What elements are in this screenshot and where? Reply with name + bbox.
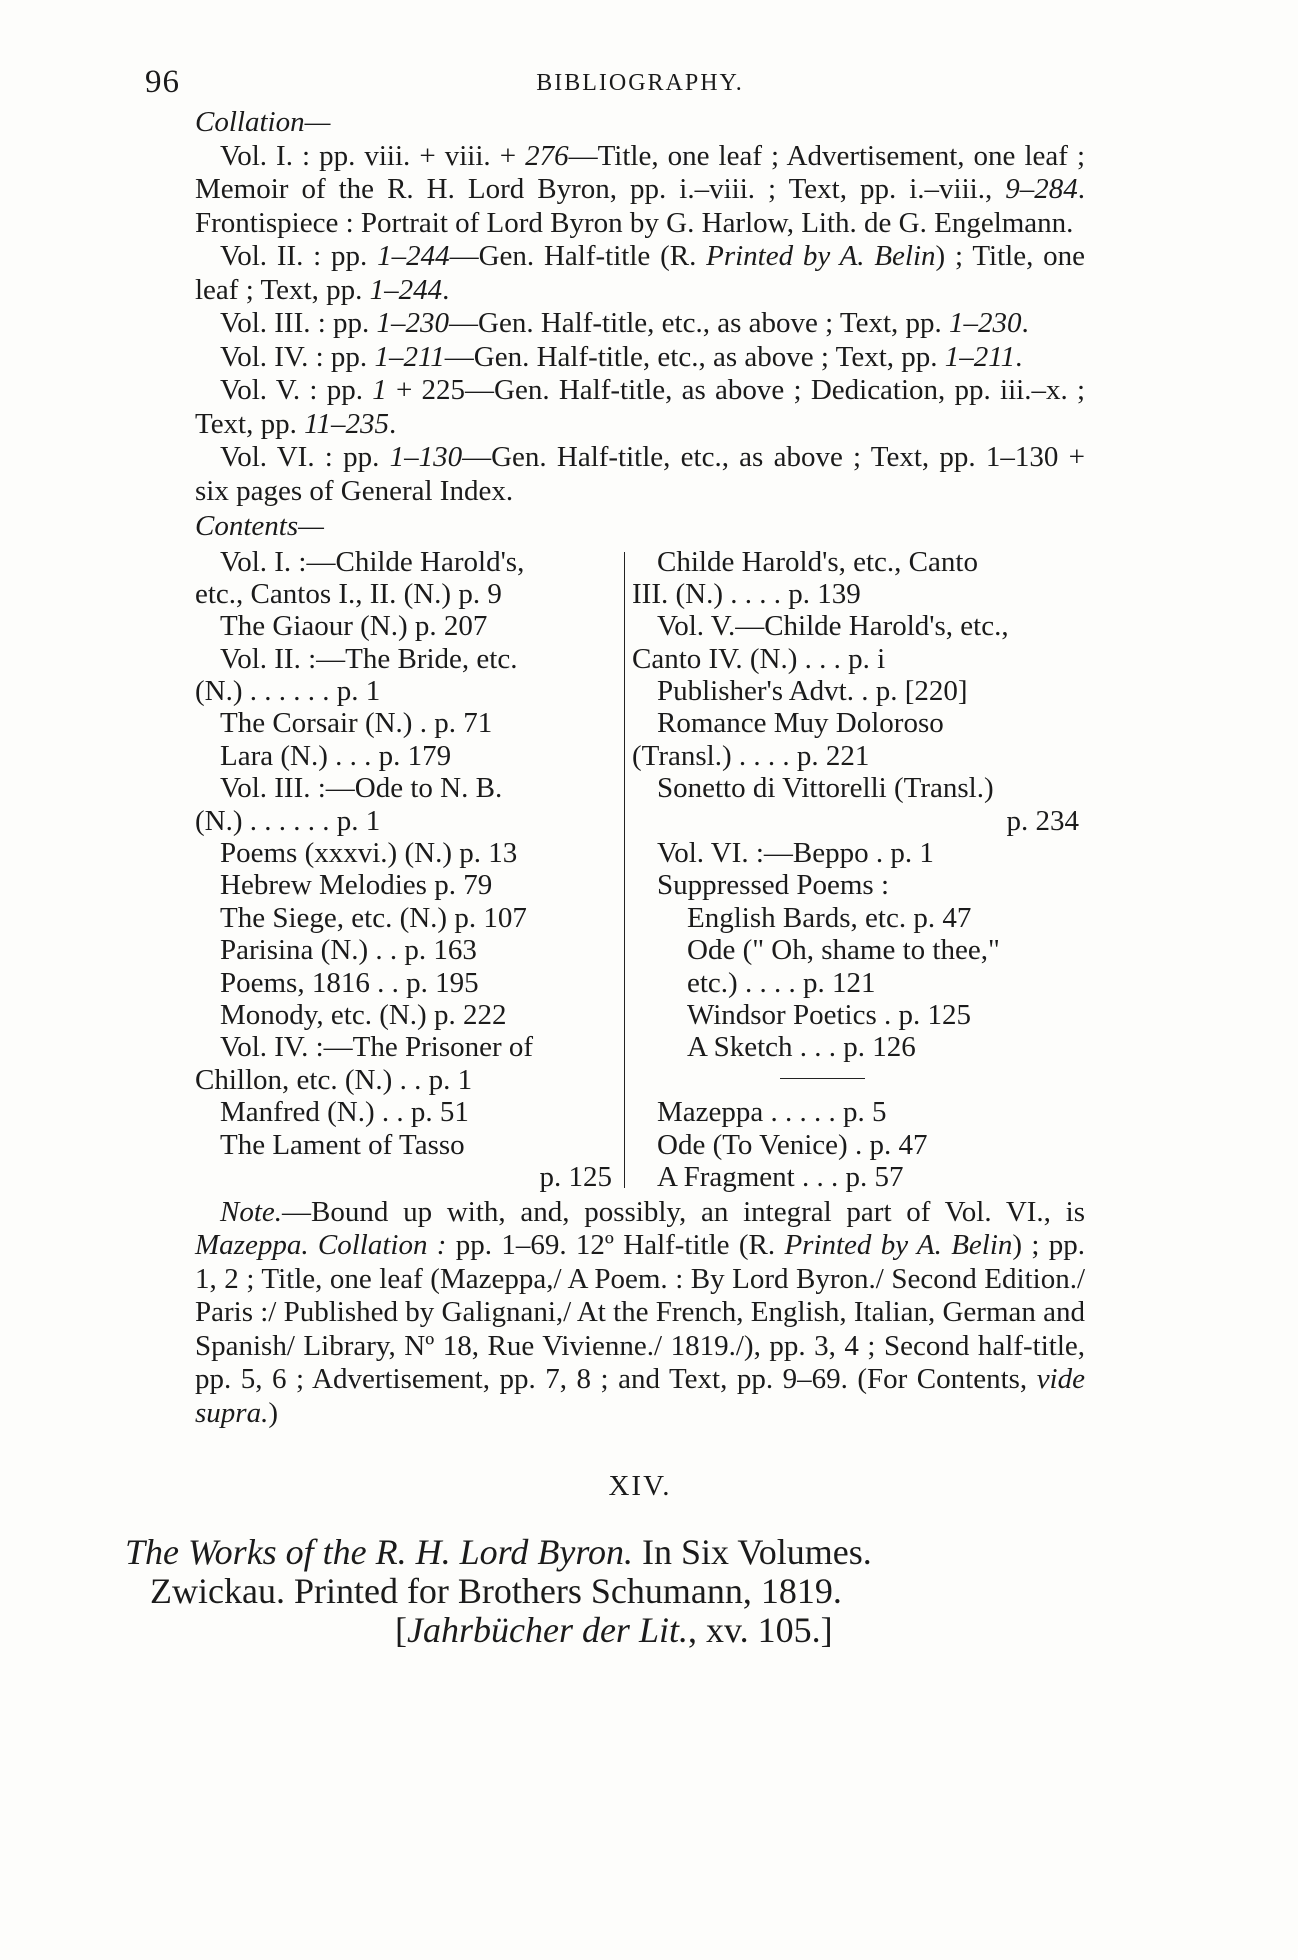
contents-entry: Publisher's Advt. . p. [220] [657, 675, 968, 708]
contents-entry: English Bards, etc. p. 47 [687, 901, 972, 934]
book-page [125, 60, 1086, 1650]
contents-entry: Mazeppa . . . . . p. 5 [657, 1096, 887, 1129]
contents-entry: Vol. II. :—The Bride, etc. [220, 642, 518, 675]
contents-entry: Vol. I. :—Childe Harold's, [220, 545, 525, 578]
collation-list [195, 140, 1085, 509]
contents-entry: Vol. VI. :—Beppo . p. 1 [657, 837, 934, 870]
contents-entry: etc., Cantos I., II. (N.) p. 9 [195, 577, 502, 610]
section-number: XIV. [608, 1470, 672, 1502]
entry-title: The Works of the R. H. Lord Byron. [125, 1532, 633, 1572]
contents-entry: Manfred (N.) . . p. 51 [220, 1096, 469, 1129]
contents-entry: Suppressed Poems : [657, 869, 889, 902]
contents-label: Contents— [195, 510, 324, 542]
contents-entry: The Lament of Tasso [220, 1128, 465, 1161]
contents-left-column [195, 546, 620, 1194]
contents-entry: Parisina (N.) . . p. 163 [220, 934, 477, 967]
contents-entry: A Fragment . . . p. 57 [657, 1160, 904, 1193]
note-paragraph: Note.—Bound up with, and, possibly, an integral part of Vol. VI., is Mazeppa. Collation : pp. 1–69. 12º Half-title (R. Printed by A. Belin) ; pp. 1, 2 ; Title, one leaf (Mazeppa,/ A Poem. : By Lord Byron./ Second Edition./ Paris :/ Published by Galignani,/ At the French, English, Italian, German and Spanish/ Library, Nº 18, Rue Vivienne./ 1819./), pp. 3, 4 ; Second half-title, pp. 5, 6 ; Advertisement, pp. 7, 8 ; and Text, pp. 9–69. (For Contents, vide supra.) [195, 1195, 1086, 1429]
contents-entry: (N.) . . . . . . p. 1 [195, 804, 381, 837]
contents-table [195, 546, 1085, 1192]
collation-vol-1: Vol. I. : pp. viii. + viii. + 276—Title, one leaf ; Advertisement, one leaf ; Memoir of the R. H. Lord Byron, pp. i.–viii. ; Text, pp. i.–viii., 9–284. Frontispiece : Portrait of Lord Byron by G. Harlow, Lith. de G. Engelmann. [195, 139, 1086, 239]
collation-vol-5: Vol. V. : pp. 1 + 225—Gen. Half-title, as above ; Dedication, pp. iii.–x. ; Text, pp. 11–235. [195, 374, 1086, 440]
contents-entry: The Corsair (N.) . p. 71 [220, 707, 493, 740]
contents-entry: Vol. IV. :—The Prisoner of [220, 1031, 534, 1064]
contents-entry: Childe Harold's, etc., Canto [657, 545, 978, 578]
contents-entry: The Siege, etc. (N.) p. 107 [220, 901, 527, 934]
contents-entry: Ode (To Venice) . p. 47 [657, 1128, 928, 1161]
contents-entry: p. 234 [1006, 804, 1079, 837]
page-number: 96 [145, 64, 180, 100]
entry-title-line: The Works of the R. H. Lord Byron. In Six Volumes. [125, 1532, 872, 1572]
contents-entry: Lara (N.) . . . p. 179 [220, 739, 452, 772]
contents-entry: Poems (xxxvi.) (N.) p. 13 [220, 837, 518, 870]
collation-vol-4: Vol. IV. : pp. 1–211—Gen. Half-title, etc., as above ; Text, pp. 1–211. [220, 340, 1023, 373]
contents-entry: The Giaour (N.) p. 207 [220, 610, 488, 643]
entry-reference: [Jahrbücher der Lit., xv. 105.] [395, 1610, 833, 1650]
section-rule [632, 1064, 1087, 1096]
contents-entry: (N.) . . . . . . p. 1 [195, 675, 381, 708]
contents-entry: A Sketch . . . p. 126 [687, 1031, 916, 1064]
collation-vol-6: Vol. VI. : pp. 1–130—Gen. Half-title, etc., as above ; Text, pp. 1–130 + six pages of General Index. [195, 441, 1085, 507]
running-title: BIBLIOGRAPHY. [536, 70, 744, 96]
contents-entry: Canto IV. (N.) . . . p. i [632, 642, 886, 675]
contents-entry: Poems, 1816 . . p. 195 [220, 966, 479, 999]
collation-vol-2: Vol. II. : pp. 1–244—Gen. Half-title (R. Printed by A. Belin) ; Title, one leaf ; Text, pp. 1–244. [195, 240, 1086, 306]
contents-entry: Ode (" Oh, shame to thee," [687, 934, 1000, 967]
contents-entry: p. 125 [539, 1160, 612, 1193]
contents-entry: III. (N.) . . . . p. 139 [632, 577, 861, 610]
contents-entry: (Transl.) . . . . p. 221 [632, 739, 870, 772]
contents-entry: Hebrew Melodies p. 79 [220, 869, 493, 902]
collation-label: Collation— [195, 106, 331, 138]
running-head [145, 60, 1085, 106]
contents-entry: Romance Muy Doloroso [657, 707, 944, 740]
column-divider [624, 552, 625, 1188]
bibliography-entry [125, 1533, 1095, 1650]
contents-entry: Chillon, etc. (N.) . . p. 1 [195, 1063, 473, 1096]
contents-entry: Sonetto di Vittorelli (Transl.) [657, 772, 994, 805]
contents-entry: etc.) . . . . p. 121 [687, 966, 876, 999]
contents-entry: Vol. V.—Childe Harold's, etc., [657, 610, 1009, 643]
entry-imprint: Zwickau. Printed for Brothers Schumann, 1819. [150, 1571, 842, 1611]
contents-entry: Monody, etc. (N.) p. 222 [220, 998, 507, 1031]
collation-vol-3: Vol. III. : pp. 1–230—Gen. Half-title, etc., as above ; Text, pp. 1–230. [220, 307, 1029, 339]
contents-entry: Windsor Poetics . p. 125 [687, 998, 971, 1031]
contents-entry: Vol. III. :—Ode to N. B. [220, 772, 503, 805]
contents-right-column [632, 546, 1087, 1194]
note-label: Note. [220, 1195, 283, 1228]
